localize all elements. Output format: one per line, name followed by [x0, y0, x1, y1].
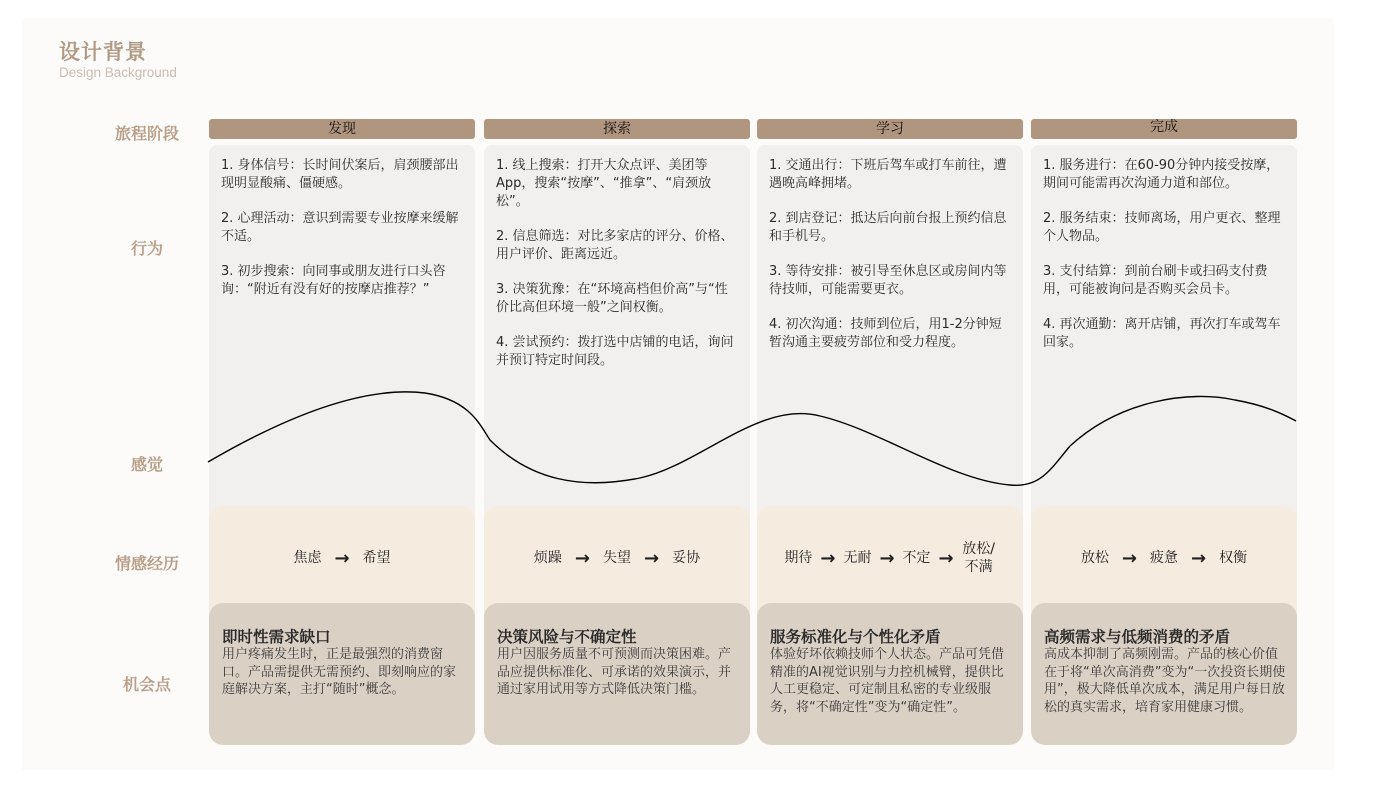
row-label-behavior: 行为 — [130, 239, 163, 258]
emotion-word: 希望 — [362, 550, 391, 566]
behavior-item: 3. 等待安排：被引导至休息区或房间内等待技师，可能需要更衣。 — [769, 264, 1007, 297]
arrow-right-icon: → — [879, 547, 895, 569]
behavior-item: 1. 交通出行：下班后驾车或打车前往，遭遇晚高峰拥堵。 — [769, 158, 1007, 191]
opportunity-title: 决策风险与不确定性 — [497, 628, 637, 646]
row-label-emotion: 情感经历 — [114, 554, 179, 573]
emotion-word: 焦虑 — [293, 550, 322, 566]
arrow-right-icon: → — [574, 547, 590, 569]
behavior-item: 4. 再次通勤：离开店铺，再次打车或驾车回家。 — [1043, 317, 1281, 350]
emotion-word: 烦躁 — [533, 550, 562, 566]
emotion-word: 期待 — [784, 550, 813, 566]
opportunity-title: 服务标准化与个性化矛盾 — [770, 628, 941, 646]
emotion-word: 无耐 — [843, 550, 872, 566]
arrow-right-icon: → — [334, 547, 350, 569]
arrow-right-icon: → — [820, 547, 836, 569]
page-title: 设计背景 — [59, 40, 147, 64]
arrow-right-icon: → — [938, 547, 954, 569]
page-subtitle: Design Background — [59, 65, 177, 80]
opportunity-body: 用户疼痛发生时，正是最强烈的消费窗口。产品需提供无需预约、即刻响应的家庭解决方案，主打“随时”概念。 — [222, 647, 457, 697]
behavior-item: 2. 心理活动：意识到需要专业按摩来缓解不适。 — [221, 211, 459, 244]
behavior-item: 1. 身体信号：长时间伏案后，肩颈腰部出现明显酸痛、僵硬感。 — [221, 158, 459, 191]
behavior-item: 2. 到店登记：抵达后向前台报上预约信息和手机号。 — [769, 211, 1007, 244]
opportunity-title: 高频需求与低频消费的矛盾 — [1044, 628, 1231, 646]
behavior-item: 1. 线上搜索：打开大众点评、美团等App，搜索“按摩”、“推拿”、“肩颈放松”。 — [496, 158, 712, 209]
arrow-right-icon: → — [1191, 547, 1207, 569]
behavior-item: 3. 决策犹豫：在“环境高档但价高”与“性价比高但环境一般”之间权衡。 — [496, 282, 728, 315]
stage-header: 学习 — [757, 119, 1023, 139]
emotion-word: 权衡 — [1219, 550, 1248, 566]
behavior-item: 3. 支付结算：到前台刷卡或扫码支付费用，可能被询问是否购买会员卡。 — [1043, 264, 1268, 297]
behavior-item: 2. 服务结束：技师离场，用户更衣、整理个人物品。 — [1043, 211, 1281, 244]
arrow-right-icon: → — [1121, 547, 1137, 569]
emotion-word: 妥协 — [672, 550, 701, 566]
opportunity-body: 高成本抑制了高频刚需。产品的核心价值在于将“单次高消费”变为“一次投资长期使用”，极大降低单次成本，满足用户每日放松的真实需求，培育家用健康习惯。 — [1044, 647, 1286, 715]
opportunity-body: 体验好坏依赖技师个人状态。产品可凭借精准的AI视觉识别与力控机械臂，提供比人工更稳定、可定制且私密的专业级服务，将“不确定性”变为“确定性”。 — [770, 647, 1005, 715]
behavior-item: 4. 初次沟通：技师到位后，用1-2分钟短暂沟通主要疲劳部位和受力程度。 — [769, 317, 1002, 350]
opportunity-body: 用户因服务质量不可预测而决策困难。产品应提供标准化、可承诺的效果演示，并通过家用试用等方式降低决策门槛。 — [497, 647, 732, 697]
row-label-feeling: 感觉 — [130, 455, 163, 474]
behavior-item: 2. 信息筛选：对比多家店的评分、价格、用户评价、距离远近。 — [496, 229, 734, 262]
behavior-item: 1. 服务进行：在60-90分钟内接受按摩，期间可能需再次沟通力道和部位。 — [1043, 158, 1280, 191]
emotion-word: 放松/不满 — [962, 541, 995, 575]
emotion-word: 失望 — [603, 550, 631, 566]
emotion-word: 不定 — [902, 550, 931, 566]
row-label-stage: 旅程阶段 — [114, 124, 179, 143]
stage-header: 发现 — [209, 119, 475, 139]
stage-header: 探索 — [484, 119, 750, 139]
arrow-right-icon: → — [644, 547, 660, 569]
emotion-word: 放松 — [1080, 550, 1109, 566]
row-label-opportunity: 机会点 — [122, 675, 171, 694]
feeling-curve-line — [208, 392, 1296, 485]
behavior-item: 4. 尝试预约：拨打选中店铺的电话，询问并预订特定时间段。 — [496, 335, 734, 368]
stage-header: 完成 — [1031, 119, 1297, 139]
behavior-item: 3. 初步搜索：向同事或朋友进行口头咨询：“附近有没有好的按摩店推荐？” — [221, 264, 446, 297]
opportunity-title: 即时性需求缺口 — [222, 628, 331, 646]
emotion-word: 疲惫 — [1150, 550, 1178, 566]
